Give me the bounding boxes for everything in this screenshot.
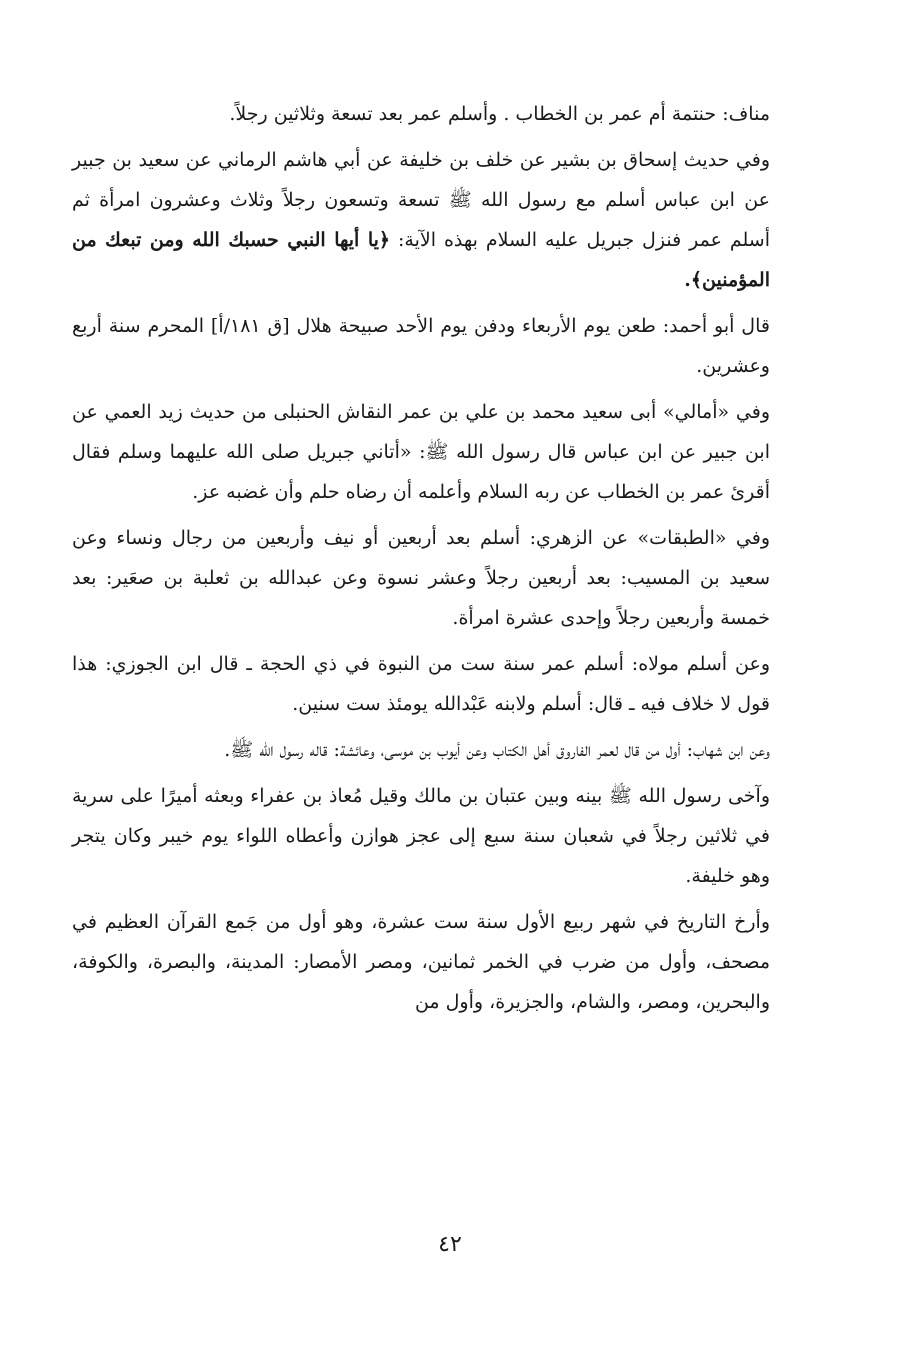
paragraph-8: وآخى رسول الله ﷺ بينه وبين عتبان بن مالك وقيل مُعاذ بن عفراء وبعثه أميرًا على سرية في ثلاثين رجلاً في شعبان سنة سبع إلى عجز هوازن وأعطاه اللواء يوم خيبر وكان يتجر وهو خليفة. (72, 785, 770, 887)
paragraph-3: قال أبو أحمد: طعن يوم الأربعاء ودفن يوم الأحد صبيحة هلال [ق ١٨١/أ] المحرم سنة أربع وعشرين. (72, 315, 770, 377)
paragraph-9: وأرخ التاريخ في شهر ربيع الأول سنة ست عشرة، وهو أول من جَمع القرآن العظيم في مصحف، وأول من ضرب في الخمر ثمانين، ومصر الأمصار: المدينة، والبصرة، والكوفة، والبحرين، ومصر، والشام، والجزيرة، وأول من (72, 911, 770, 1013)
paragraph-5: وفي «الطبقات» عن الزهري: أسلم بعد أربعين أو نيف وأربعين من رجال ونساء وعن سعيد بن المسيب: بعد أربعين رجلاً وعشر نسوة وعن عبدالله بن ثعلبة بن صعَير: بعد خمسة وأربعين رجلاً وإحدى عشرة امرأة. (72, 527, 771, 629)
page-number: ٤٢ (438, 1232, 462, 1257)
paragraph-7: وعن ابن شهاب: أول من قال لعمر الفاروق أهل الكتاب وعن أيوب بن موسى، وعائشة: قاله رسول الله ﷺ. (224, 739, 770, 761)
paragraph-2-text: وفي حديث إسحاق بن بشير عن خلف بن خليفة عن أبي هاشم الرماني عن سعيد بن جبير عن ابن عباس أسلم مع رسول الله ﷺ تسعة وتسعون رجلاً وثلاث وعشرون امرأة ثم أسلم عمر فنزل جبريل عليه السلام بهذه الآية: (72, 149, 771, 251)
paragraph-4: وفي «أمالي» أبى سعيد محمد بن علي بن عمر النقاش الحنبلى من حديث زيد العمي عن ابن جبير عن ابن عباس قال رسول الله ﷺ: «أتاني جبريل صلى الله عليهما وسلم فقال أقرئ عمر بن الخطاب عن ربه السلام وأعلمه أن رضاه حلم وأن غضبه عز. (72, 401, 770, 503)
quran-verse: ﴿يا أيها النبي حسبك الله ومن تبعك من المؤمنين﴾. (72, 229, 770, 291)
paragraph-6: وعن أسلم مولاه: أسلم عمر سنة ست من النبوة في ذي الحجة ـ قال ابن الجوزي: هذا قول لا خلاف فيه ـ قال: أسلم ولابنه عَبْدالله يومئذ ست سنين. (72, 653, 770, 715)
paragraph-1: مناف: حنتمة أم عمر بن الخطاب . وأسلم عمر بعد تسعة وثلاثين رجلاً. (229, 103, 770, 125)
page-body-text (72, 94, 770, 1028)
paragraph-2 (72, 140, 770, 300)
